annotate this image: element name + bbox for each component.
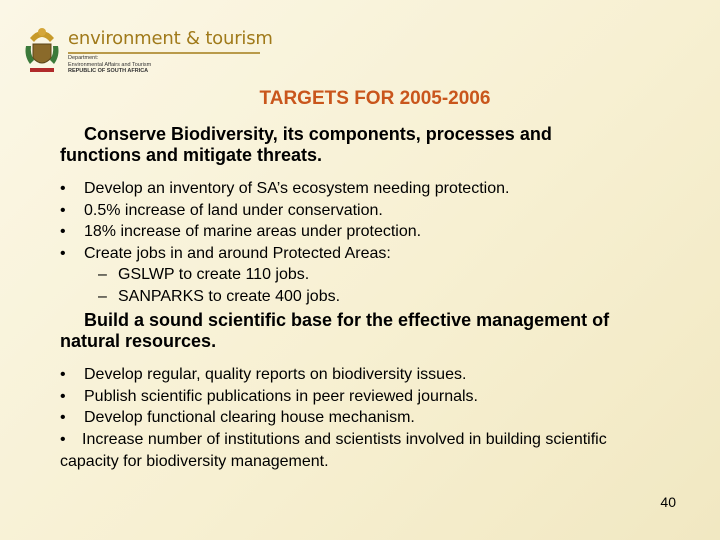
- list-item: [60, 221, 690, 243]
- list-item-text: Increase number of institutions and scientists involved in building scientific: [82, 431, 607, 448]
- sub-list-item: [60, 264, 690, 286]
- page-number: 40: [660, 494, 676, 510]
- bullet-glyph: •: [60, 201, 66, 219]
- department-line: Environmental Affairs and Tourism: [68, 61, 152, 68]
- list-item: [60, 386, 690, 408]
- list-item-text: GSLWP to create 110 jobs.: [118, 266, 310, 284]
- list-item-text: Develop regular, quality reports on biodiversity issues.: [84, 366, 467, 383]
- list-item-text: SANPARKS to create 400 jobs.: [118, 287, 341, 305]
- list-item-text: Develop an inventory of SA’s ecosystem needing protection.: [84, 180, 510, 197]
- list-item-text: 0.5% increase of land under conservation.: [84, 201, 383, 219]
- brand-divider: [68, 52, 260, 54]
- section-heading: [60, 124, 680, 166]
- section-heading: [60, 310, 680, 352]
- header: [22, 22, 272, 82]
- bullet-list: [60, 364, 690, 429]
- list-item: [60, 178, 690, 200]
- bullet-glyph: •: [60, 387, 66, 405]
- list-item: [60, 429, 690, 472]
- list-item: [60, 243, 690, 265]
- bullet-list: [60, 178, 690, 308]
- coat-of-arms-icon: [22, 24, 62, 76]
- section-heading-line: functions and mitigate threats.: [60, 145, 323, 165]
- sub-list-item: [60, 286, 690, 308]
- bullet-glyph: •: [60, 409, 66, 427]
- list-item-text: Create jobs in and around Protected Areas:: [84, 244, 391, 262]
- list-item-text: capacity for biodiversity management.: [60, 452, 329, 470]
- bullet-glyph: •: [60, 366, 66, 383]
- list-item: [60, 407, 690, 429]
- list-item: [60, 200, 690, 222]
- bullet-glyph: •: [60, 180, 66, 197]
- section-heading-line: natural resources.: [60, 331, 217, 351]
- list-item-text: Publish scientific publications in peer reviewed journals.: [84, 387, 478, 405]
- bullet-glyph: •: [60, 244, 66, 262]
- department-line: REPUBLIC OF SOUTH AFRICA: [68, 68, 149, 74]
- page-title: TARGETS FOR 2005-2006: [259, 88, 491, 109]
- bullet-glyph: •: [60, 431, 66, 448]
- dash-glyph: –: [98, 287, 107, 305]
- bullet-glyph: •: [60, 223, 66, 241]
- list-item-text: Develop functional clearing house mechanism.: [84, 409, 415, 427]
- department-line: Department:: [68, 55, 99, 61]
- brand-wordmark: environment & tourism: [68, 28, 273, 49]
- section-heading-line: Conserve Biodiversity, its components, processes and: [84, 124, 552, 144]
- list-item: [60, 364, 690, 386]
- section-heading-line: Build a sound scientific base for the effective management of: [84, 310, 610, 330]
- list-item-text: 18% increase of marine areas under protection.: [84, 223, 422, 241]
- department-name: [68, 55, 151, 75]
- dash-glyph: –: [98, 266, 107, 284]
